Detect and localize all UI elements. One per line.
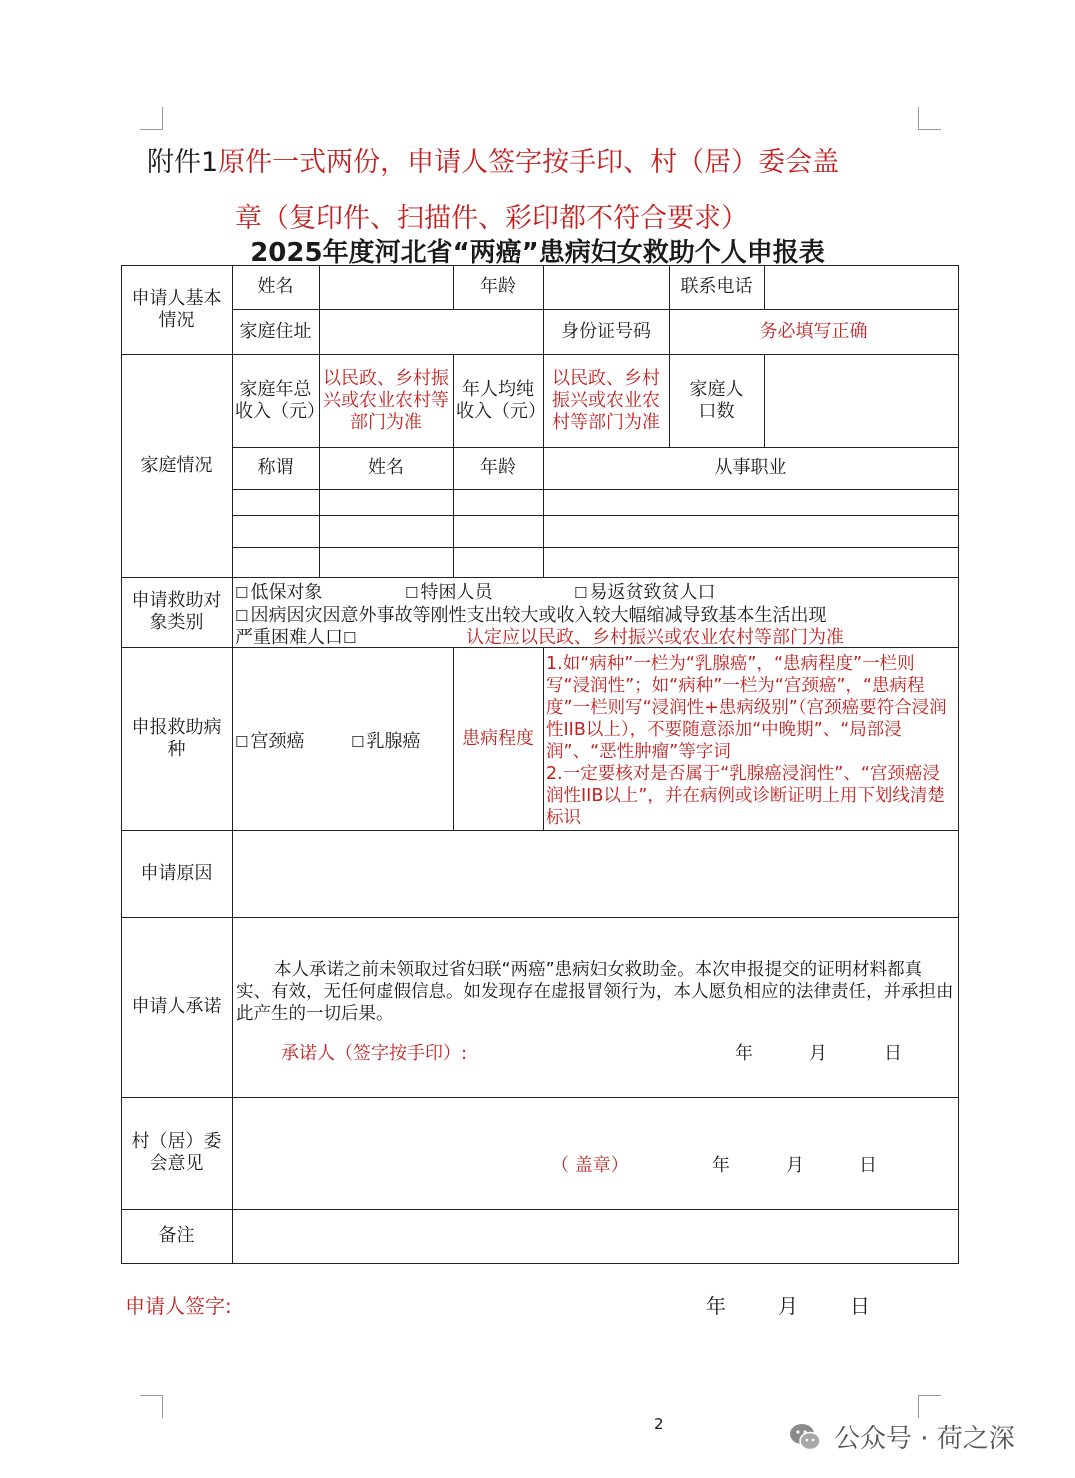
disease-option-cervical[interactable]: ☐ 宫颈癌 <box>235 731 305 752</box>
section-promise-label: 申请人承诺 <box>131 996 222 1017</box>
notice-line-2: 章（复印件、扫描件、彩印都不符合要求） <box>235 203 748 234</box>
id-number-note: 务必填写正确 <box>759 320 868 342</box>
id-number-label: 身份证号码 <box>561 320 651 342</box>
col-name: 姓名 <box>368 457 404 478</box>
severity-note-1: 1.如“病种”一栏为“乳腺癌”，“患病程度”一栏则写“浸润性”；如“病种”一栏为“宫颈癌”，“患病程度”一栏则写“浸润性+患病级别”（宫颈癌要符合浸润性IIB以上），不要随意添加“中晚期”、“局部浸润”、“恶性肿瘤”等字词 <box>546 654 947 762</box>
checkbox-icon: ☐ <box>405 584 419 602</box>
avg-income-label: 年人均纯收入（元） <box>456 378 546 422</box>
village-year: 年 <box>712 1155 730 1176</box>
category-option-4[interactable]: ☐ 因病因灾因意外事故等刚性支出较大或收入较大幅缩减导致基本生活出现 <box>235 605 827 626</box>
phone-label: 联系电话 <box>680 276 753 297</box>
name-label: 姓名 <box>257 276 294 297</box>
section-reason-label: 申请原因 <box>140 862 213 884</box>
total-income-note: 以民政、乡村振兴或农业农村等部门为准 <box>323 367 449 433</box>
col-relation: 称谓 <box>257 457 294 478</box>
applicant-sign-label: 申请人签字: <box>125 1294 232 1318</box>
promise-day: 日 <box>884 1043 902 1064</box>
phone-field[interactable] <box>764 265 958 309</box>
footer-year: 年 <box>706 1294 726 1318</box>
checkbox-icon: ☐ <box>235 584 249 602</box>
watermark-text: 公众号 · 荷之深 <box>834 1424 1015 1454</box>
promise-year: 年 <box>735 1043 753 1064</box>
address-field[interactable] <box>319 309 543 354</box>
crop-mark-bottom-right <box>918 1395 941 1418</box>
checkbox-icon: ☐ <box>235 607 249 625</box>
age-field[interactable] <box>543 265 669 309</box>
page-number: 2 <box>654 1415 664 1433</box>
age-label: 年龄 <box>480 276 516 297</box>
crop-mark-top-right <box>918 107 941 130</box>
section-category-label: 申请救助对象类别 <box>131 590 222 633</box>
village-seal-label: （ 盖章） <box>551 1155 629 1176</box>
promise-month: 月 <box>809 1043 827 1064</box>
section-family-label: 家庭情况 <box>140 454 213 476</box>
reason-field[interactable] <box>232 830 958 917</box>
header-line-1 <box>147 140 839 179</box>
section-remark-label: 备注 <box>158 1225 195 1246</box>
village-day: 日 <box>859 1155 877 1176</box>
promise-text: 本人承诺之前未领取过省妇联“两癌”患病妇女救助金。本次申报提交的证明材料都真实、有效，无任何虚假信息。如发现存在虚报冒领行为，本人愿负相应的法律责任，并承担由此产生的一切后果。 <box>236 960 954 1024</box>
checkbox-icon: ☐ <box>574 584 588 602</box>
remark-field[interactable] <box>232 1209 958 1263</box>
section-village-label: 村（居）委会意见 <box>131 1131 222 1174</box>
promise-signer-label: 承诺人（签字按手印）: <box>281 1043 468 1064</box>
section-basic-label: 申请人基本情况 <box>131 287 222 331</box>
attachment-prefix: 附件1 <box>147 147 219 178</box>
name-field[interactable] <box>319 265 453 309</box>
category-option-1[interactable]: ☐ 低保对象 <box>235 582 323 603</box>
crop-mark-top-left <box>140 107 163 130</box>
crop-mark-bottom-left <box>140 1395 163 1418</box>
section-disease-label: 申报救助病种 <box>131 716 222 760</box>
footer-day: 日 <box>850 1294 870 1318</box>
village-month: 月 <box>786 1155 804 1176</box>
table-row[interactable] <box>232 515 958 547</box>
population-label: 家庭人口数 <box>689 378 744 422</box>
table-row[interactable] <box>232 489 958 515</box>
category-option-3[interactable]: ☐ 易返贫致贫人口 <box>574 582 716 603</box>
col-age: 年龄 <box>480 457 516 478</box>
address-label: 家庭住址 <box>239 320 312 342</box>
category-option-2[interactable]: ☐ 特困人员 <box>405 582 493 603</box>
category-note: 认定应以民政、乡村振兴或农业农村等部门为准 <box>466 627 844 648</box>
category-option-4-line-2: 严重困难人口☐ <box>235 627 357 648</box>
severity-note-2: 2.一定要核对是否属于“乳腺癌浸润性”、“宫颈癌浸润性IIB以上”，并在病例或诊断证明上用下划线清楚标识 <box>546 764 945 828</box>
notice-line-1: 原件一式两份，申请人签字按手印、村（居）委会盖 <box>218 147 840 178</box>
checkbox-icon[interactable]: ☐ <box>343 629 357 647</box>
avg-income-note: 以民政、乡村振兴或农业农村等部门为准 <box>552 367 660 433</box>
col-occupation: 从事职业 <box>714 457 787 478</box>
wechat-icon <box>788 1420 822 1454</box>
watermark <box>788 1418 1015 1455</box>
total-income-label: 家庭年总收入（元） <box>235 378 325 422</box>
form-title: 2025年度河北省“两癌”患病妇女救助个人申报表 <box>250 238 825 268</box>
population-field[interactable] <box>764 354 958 447</box>
table-row[interactable] <box>232 547 958 577</box>
footer-month: 月 <box>778 1294 798 1318</box>
checkbox-icon: ☐ <box>351 733 365 751</box>
application-form-table <box>121 265 959 1263</box>
severity-label: 患病程度 <box>462 727 534 749</box>
disease-option-breast[interactable]: ☐ 乳腺癌 <box>351 731 421 752</box>
checkbox-icon: ☐ <box>235 733 249 751</box>
